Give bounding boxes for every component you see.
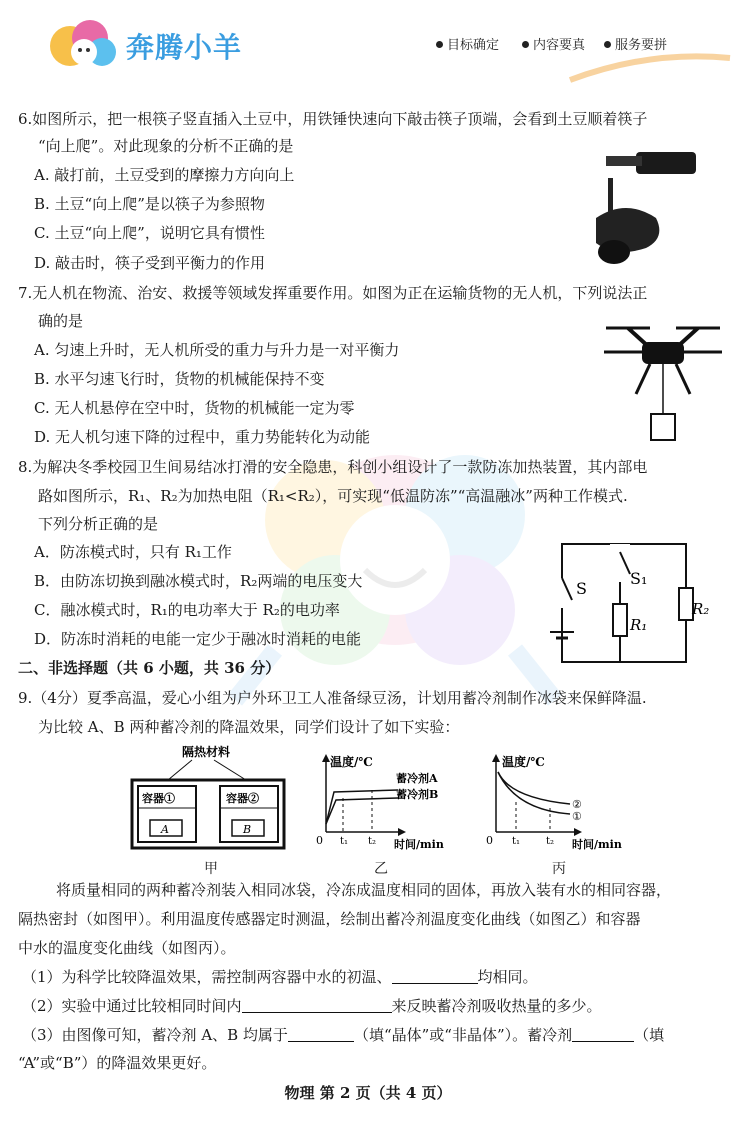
subquestion-text: （1）为科学比较降温效果，需控制两容器中水的初温、 (22, 968, 392, 986)
r2-label: R₂ (692, 600, 710, 618)
subquestion-text: （填“晶体”或“非晶体”）。蓄冷剂 (353, 1026, 573, 1044)
page-footer: 物理 第 2 页（共 4 页） (284, 1084, 452, 1102)
header-brush-stroke (560, 40, 736, 90)
q9-3b (18, 1052, 216, 1074)
q6-hammer-potato-figure (596, 148, 708, 266)
yi-origin: 0 (316, 834, 323, 847)
q9-2 (22, 995, 602, 1017)
series-a-label: 蓄冷剂A (396, 772, 438, 785)
motto-1: 目标确定 (436, 34, 499, 53)
bing-t2: t₂ (546, 836, 555, 847)
q8-stem-2: 路如图所示，R₁、R₂为加热电阻（R₁<R₂），可实现“低温防冻”“高温融冰”两种工作模式. (38, 487, 628, 505)
curve-1-label: ① (572, 810, 582, 823)
bag-b-label: B (243, 823, 252, 836)
q7-b: B. 水平匀速飞行时，货物的机械能保持不变 (34, 370, 325, 388)
q9-figure-jia (130, 742, 290, 850)
subquestion-text: （3）由图像可知，蓄冷剂 A、B 均属于 (22, 1026, 288, 1044)
container-2-label: 容器② (226, 792, 259, 805)
figure-bing-caption: 丙 (552, 861, 566, 877)
q8-c: C．融冰模式时，R₁的电功率大于 R₂的电功率 (34, 601, 340, 619)
q6-stem-2: “向上爬”。对此现象的分析不正确的是 (38, 137, 294, 155)
subquestion-text: （2）实验中通过比较相同时间内 (22, 997, 242, 1015)
yi-t1: t₁ (340, 836, 349, 847)
yi-t2: t₂ (368, 836, 377, 847)
q8-b: B．由防冻切换到融冰模式时，R₂两端的电压变大 (34, 572, 363, 590)
q7-a: A. 匀速上升时，无人机所受的重力与升力是一对平衡力 (34, 341, 400, 359)
q8-stem-3: 下列分析正确的是 (38, 515, 159, 533)
subquestion-text: “A”或“B”）的降温效果更好。 (18, 1054, 217, 1072)
r1-label: R₁ (630, 616, 648, 634)
curve-2-label: ② (572, 798, 582, 811)
bag-a-label: A (161, 823, 169, 836)
yi-ylabel: 温度/℃ (330, 755, 373, 769)
q6-c: C. 土豆“向上爬”，说明它具有惯性 (34, 224, 265, 242)
curve-a (326, 790, 398, 824)
q8-d: D．防冻时消耗的电能一定少于融冰时消耗的电能 (34, 630, 362, 648)
q9-figure-bing (480, 752, 650, 852)
q9-para-3: 中水的温度变化曲线（如图丙）。 (18, 939, 236, 957)
bing-xlabel: 时间/min (572, 838, 622, 851)
answer-blank[interactable] (242, 996, 392, 1013)
q7-drone-figure (600, 318, 724, 448)
q7-stem-2: 确的是 (38, 312, 84, 330)
q6-b: B. 土豆“向上爬”是以筷子为参照物 (34, 195, 265, 213)
q9-para-1: 将质量相同的两种蓄冷剂装入相同冰袋，冷冻成温度相同的固体，再放入装有水的相同容器， (56, 881, 672, 899)
subquestion-text: 均相同。 (477, 968, 538, 986)
bing-origin: 0 (486, 834, 493, 847)
q8-stem-1: 8.为解决冬季校园卫生间易结冰打滑的安全隐患，科创小组设计了一款防冻加热装置，其内部电 (18, 458, 648, 476)
switch-s-label: S (576, 579, 587, 598)
q9-para-2: 隔热密封（如图甲）。利用温度传感器定时测温，绘制出蓄冷剂温度变化曲线（如图乙）和容器 (18, 910, 641, 928)
figure-jia-caption: 甲 (204, 861, 218, 877)
yi-xlabel: 时间/min (394, 838, 444, 851)
answer-blank[interactable] (288, 1025, 354, 1042)
subquestion-text: （填 (634, 1026, 665, 1044)
brand-logo-icon (40, 14, 124, 72)
q9-stem-1: 9.（4分）夏季高温，爱心小组为户外环卫工人准备绿豆汤，计划用蓄冷剂制作冰袋来保鲜降温. (18, 689, 647, 707)
q7-stem-1: 7.无人机在物流、治安、救援等领域发挥重要作用。如图为正在运输货物的无人机，下列说法正 (18, 284, 648, 302)
brand-name: 奔腾小羊 (126, 31, 243, 64)
q9-3a (22, 1024, 664, 1046)
q6-stem-1: 6.如图所示，把一根筷子竖直插入土豆中，用铁锤快速向下敲击筷子顶端，会看到土豆顺着筷子 (18, 110, 648, 128)
figure-yi-caption: 乙 (374, 861, 388, 877)
switch-s1-label: S₁ (630, 569, 648, 588)
q6-d: D. 敲击时，筷子受到平衡力的作用 (34, 254, 266, 272)
motto-3: 服务要拼 (604, 34, 667, 53)
series-b-label: 蓄冷剂B (396, 788, 439, 801)
answer-blank[interactable] (572, 1025, 634, 1042)
q6-a: A. 敲打前，土豆受到的摩擦力方向向上 (34, 166, 295, 184)
q9-figure-yi (310, 752, 470, 852)
q7-d: D. 无人机匀速下降的过程中，重力势能转化为动能 (34, 428, 371, 446)
curve-1 (498, 772, 570, 814)
container-1-label: 容器① (142, 792, 175, 805)
bing-ylabel: 温度/℃ (502, 755, 545, 769)
bing-t1: t₁ (512, 836, 521, 847)
q8-circuit-diagram (540, 538, 710, 668)
insulation-label: 隔热材料 (182, 745, 231, 759)
answer-blank[interactable] (392, 967, 478, 984)
motto-2: 内容要真 (522, 34, 585, 53)
q7-c: C. 无人机悬停在空中时，货物的机械能一定为零 (34, 399, 355, 417)
q8-a: A．防冻模式时，只有 R₁工作 (34, 543, 232, 561)
q9-stem-2: 为比较 A、B 两种蓄冷剂的降温效果，同学们设计了如下实验： (38, 718, 460, 736)
curve-b (326, 798, 398, 824)
sec2: 二、非选择题（共 6 小题，共 36 分） (18, 659, 281, 677)
q9-1 (22, 966, 538, 988)
subquestion-text: 来反映蓄冷剂吸收热量的多少。 (391, 997, 602, 1015)
